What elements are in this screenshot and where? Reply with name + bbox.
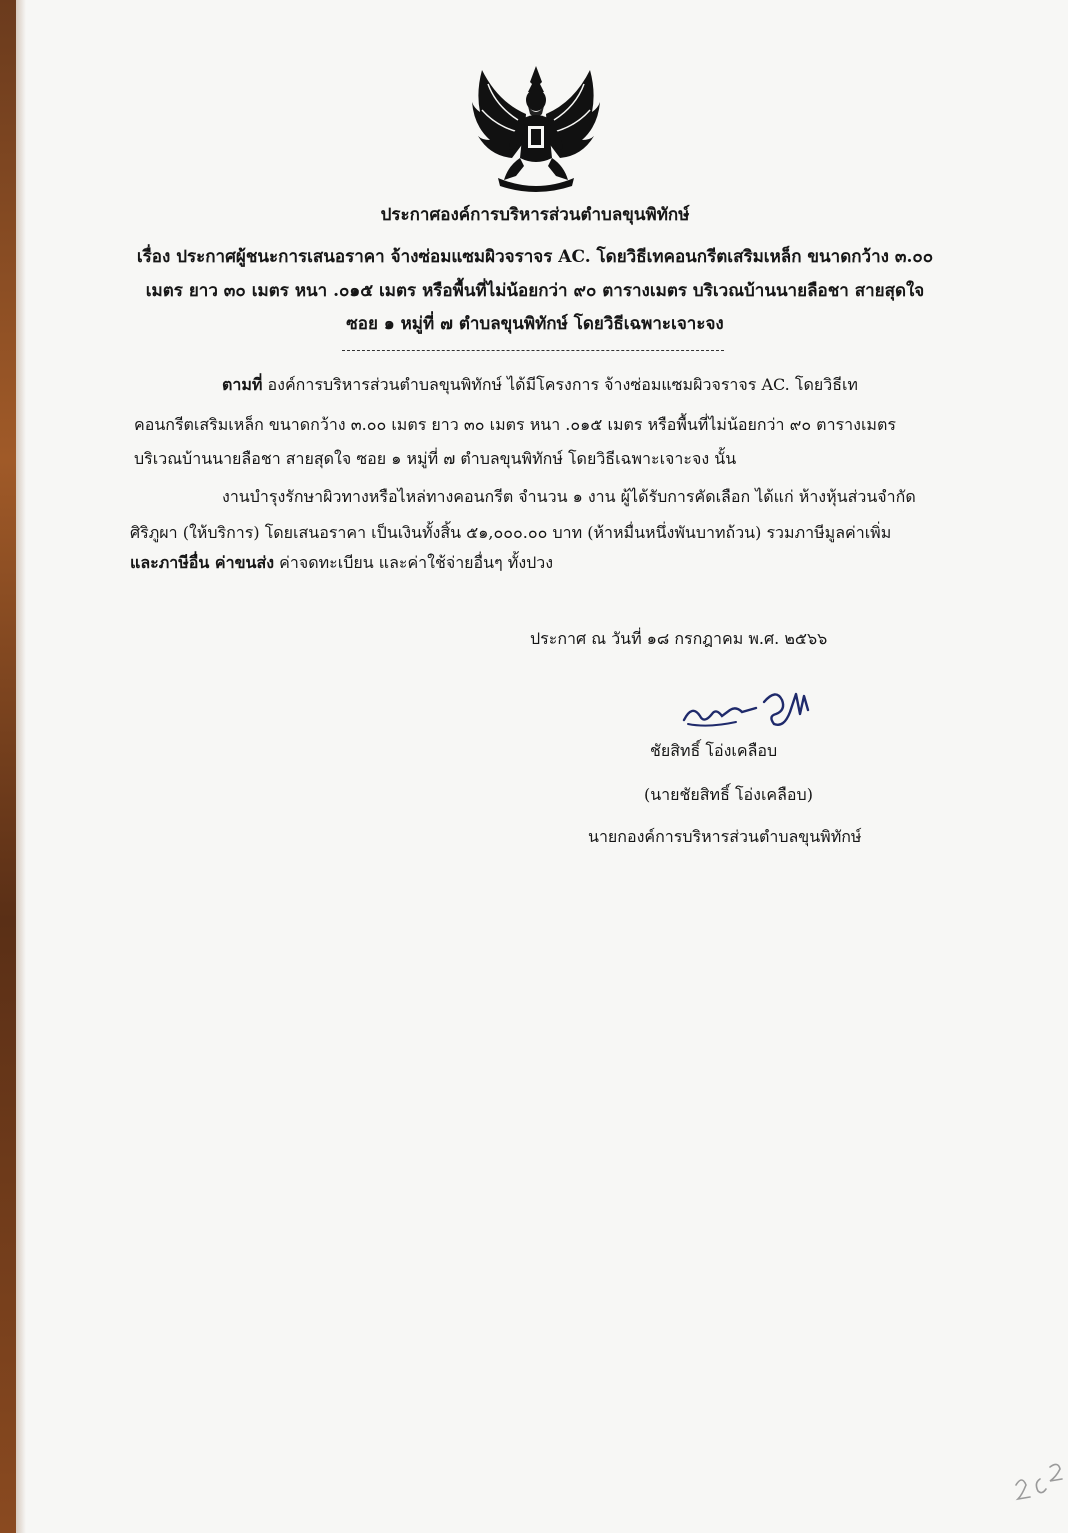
subject-line-2: เมตร ยาว ๓๐ เมตร หนา .๐๑๕ เมตร หรือพื้นที่ไม่น้อยกว่า ๙๐ ตารางเมตร บริเวณบ้านนายลือชา สายสุดใจ <box>145 281 925 301</box>
handwritten-margin-mark-icon <box>1010 1455 1066 1505</box>
scan-left-edge <box>0 0 16 1533</box>
body-paragraph-2-line-2: ศิริภูผา (ให้บริการ) โดยเสนอราคา เป็นเงินทั้งสิ้น ๕๑,๐๐๐.๐๐ บาท (ห้าหมื่นหนึ่งพันบาทถ้วน) รวมภาษีมูลค่าเพิ่ม <box>130 523 892 542</box>
body-paragraph-2-line-3-text: ค่าจดทะเบียน และค่าใช้จ่ายอื่นๆ ทั้งปวง <box>274 553 554 572</box>
signer-full-name: (นายชัยสิทธิ์ โอ่งเคลือบ) <box>644 785 813 804</box>
handwritten-signature-icon <box>678 684 818 732</box>
scan-left-edge-shadow <box>16 0 26 1533</box>
body-paragraph-1-line-2: คอนกรีตเสริมเหล็ก ขนาดกว้าง ๓.๐๐ เมตร ยาว ๓๐ เมตร หนา .๐๑๕ เมตร หรือพื้นที่ไม่น้อยกว่า ๙๐ ตารางเมตร <box>134 415 896 434</box>
signer-name: ชัยสิทธิ์ โอ่งเคลือบ <box>650 741 778 760</box>
announcement-title: ประกาศองค์การบริหารส่วนตำบลขุนพิทักษ์ <box>380 205 690 225</box>
subject-line-1: เรื่อง ประกาศผู้ชนะการเสนอราคา จ้างซ่อมแซมผิวจราจร AC. โดยวิธีเทคอนกรีตเสริมเหล็ก ขนาดกว้าง ๓.๐๐ <box>136 247 934 267</box>
signer-position: นายกองค์การบริหารส่วนตำบลขุนพิทักษ์ <box>588 827 862 846</box>
announcement-date: ประกาศ ณ วันที่ ๑๘ กรกฎาคม พ.ศ. ๒๕๖๖ <box>530 629 828 648</box>
body-paragraph-1-line-3: บริเวณบ้านนายลือชา สายสุดใจ ซอย ๑ หมู่ที่ ๗ ตำบลขุนพิทักษ์ โดยวิธีเฉพาะเจาะจง นั้น <box>134 449 737 468</box>
body-bold-fragment: และภาษีอื่น ค่าขนส่ง <box>130 553 275 572</box>
body-lead-word: ตามที่ <box>222 375 263 394</box>
garuda-emblem-icon <box>468 62 604 192</box>
body-paragraph-1-line-1-text: องค์การบริหารส่วนตำบลขุนพิทักษ์ ได้มีโครงการ จ้างซ่อมแซมผิวจราจร AC. โดยวิธีเท <box>262 375 858 394</box>
heading-divider <box>342 350 724 351</box>
body-paragraph-2-line-3 <box>130 552 553 574</box>
body-paragraph-1-line-1 <box>222 374 858 396</box>
subject-line-3: ซอย ๑ หมู่ที่ ๗ ตำบลขุนพิทักษ์ โดยวิธีเฉพาะเจาะจง <box>346 314 724 334</box>
body-paragraph-2-line-1: งานบำรุงรักษาผิวทางหรือไหล่ทางคอนกรีต จำนวน ๑ งาน ผู้ได้รับการคัดเลือก ได้แก่ ห้างหุ้นส่วนจำกัด <box>222 487 916 506</box>
